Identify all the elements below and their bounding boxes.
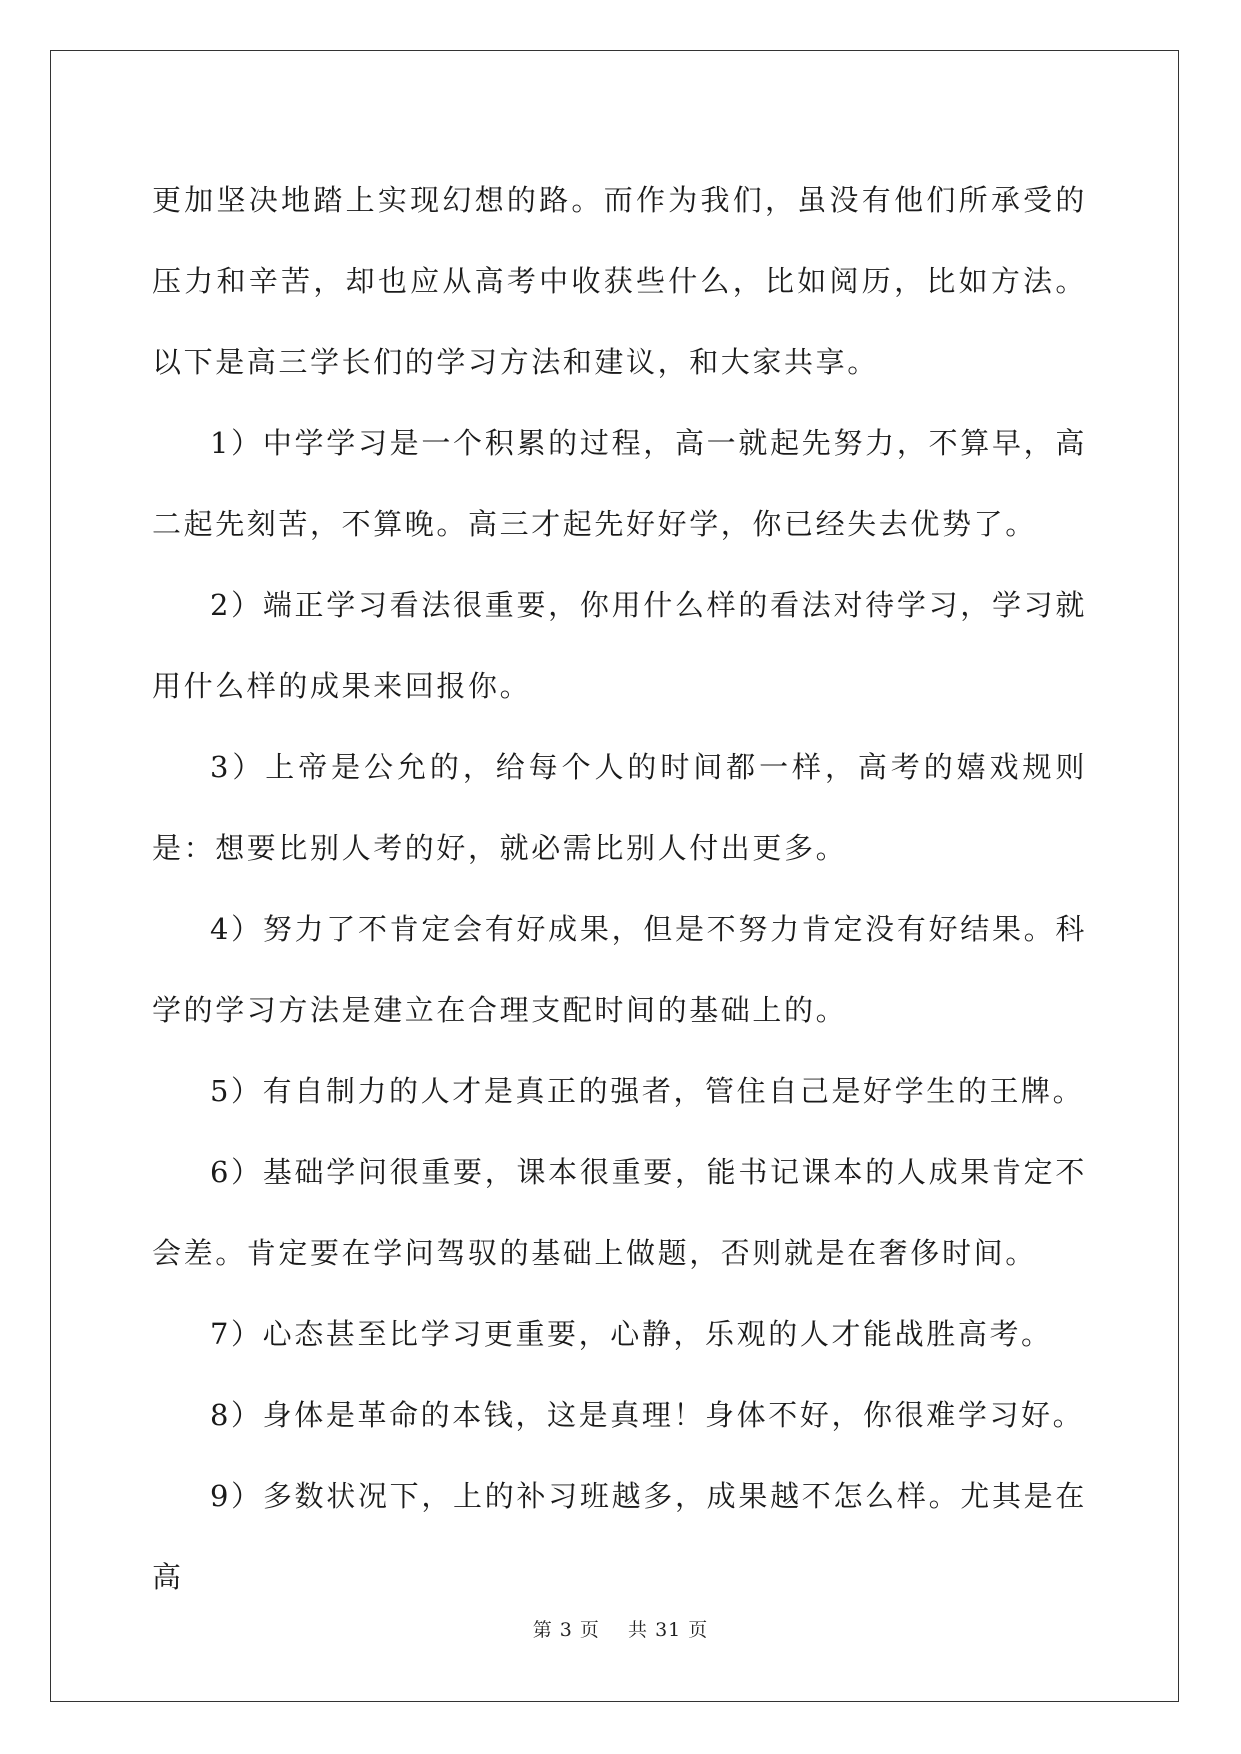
paragraph-item-8: 8）身体是革命的本钱，这是真理！身体不好，你很难学习好。 [210, 1398, 1085, 1432]
paragraph-item-1: 1）中学学习是一个积累的过程，高一就起先努力，不算早，高二起先刻苦，不算晚。高三才起先好好学，你已经失去优势了。 [152, 426, 1087, 541]
document-body [152, 160, 1087, 1618]
paragraph-item-6: 6）基础学问很重要，课本很重要，能书记课本的人成果肯定不会差。肯定要在学问驾驭的基础上做题，否则就是在奢侈时间。 [152, 1155, 1087, 1270]
page-footer [0, 1615, 1241, 1642]
paragraph-item-5: 5）有自制力的人才是真正的强者，管住自己是好学生的王牌。 [210, 1074, 1085, 1108]
page-number-label: 第 3 页 共 31 页 [532, 1619, 709, 1641]
paragraph-item-7: 7）心态甚至比学习更重要，心静，乐观的人才能战胜高考。 [210, 1317, 1053, 1351]
paragraph-intro: 更加坚决地踏上实现幻想的路。而作为我们，虽没有他们所承受的压力和辛苦，却也应从高考中收获些什么，比如阅历，比如方法。 以下是高三学长们的学习方法和建议，和大家共享。 [152, 183, 1087, 379]
paragraph-item-9: 9）多数状况下，上的补习班越多，成果越不怎么样。尤其是在高 [152, 1479, 1087, 1594]
paragraph-item-3: 3）上帝是公允的，给每个人的时间都一样，高考的嬉戏规则是：想要比别人考的好，就必需比别人付出更多。 [152, 750, 1087, 865]
paragraph-item-4: 4）努力了不肯定会有好成果，但是不努力肯定没有好结果。科学的学习方法是建立在合理支配时间的基础上的。 [152, 912, 1087, 1027]
paragraph-item-2: 2）端正学习看法很重要，你用什么样的看法对待学习，学习就用什么样的成果来回报你。 [152, 588, 1087, 703]
